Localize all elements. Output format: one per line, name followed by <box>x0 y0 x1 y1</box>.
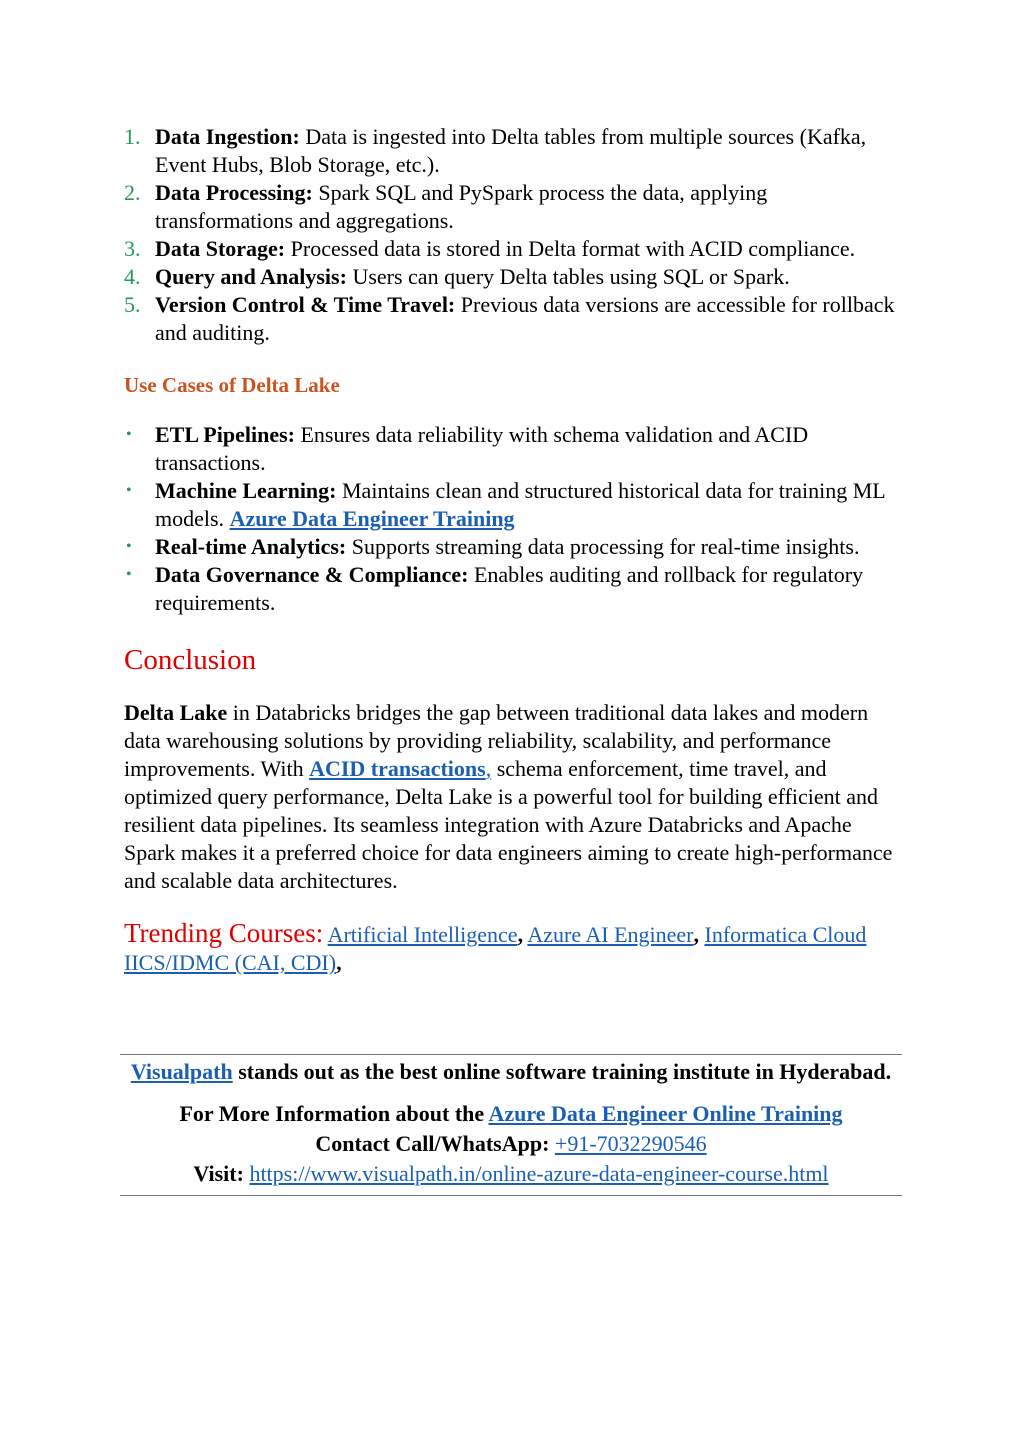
course-link-azure-ai[interactable]: Azure AI Engineer <box>527 922 694 947</box>
list-item <box>124 235 904 263</box>
use-cases-list <box>124 421 904 617</box>
bullet-icon: • <box>126 566 132 583</box>
trending-label: Trending Courses <box>124 918 316 948</box>
visit-label: Visit: <box>193 1161 250 1186</box>
use-case-text: Maintains clean and structured historical data for training ML models. <box>155 478 885 531</box>
institute-statement <box>120 1057 902 1087</box>
list-number: 2. <box>124 180 141 205</box>
website-link[interactable]: https://www.visualpath.in/online-azure-data-engineer-course.html <box>249 1161 829 1186</box>
bullet-icon: • <box>126 538 132 555</box>
step-text: Processed data is stored in Delta format with ACID compliance. <box>285 236 856 261</box>
use-case-label: ETL Pipelines: <box>155 422 295 447</box>
step-label: Data Ingestion: <box>155 124 300 149</box>
course-separator: , <box>693 922 700 947</box>
contact-footer <box>120 1054 902 1196</box>
step-label: Data Processing: <box>155 180 313 205</box>
list-item <box>124 561 904 617</box>
list-item <box>124 123 904 179</box>
document-body <box>124 123 904 977</box>
contact-line <box>120 1129 902 1159</box>
conclusion-lead: Delta Lake <box>124 700 228 725</box>
bullet-icon: • <box>126 482 132 499</box>
conclusion-text-1: in Databricks bridges the gap between traditional data lakes and modern data warehousing solutions by providing reliability, scalability, and performance improvements. With <box>124 700 869 781</box>
workflow-steps-list <box>124 123 904 347</box>
step-text: Users can query Delta tables using SQL or Spark. <box>346 264 790 289</box>
more-info-text: For More Information about the <box>179 1101 489 1126</box>
list-item <box>124 533 904 561</box>
list-item <box>124 263 904 291</box>
list-item <box>124 421 904 477</box>
step-label: Version Control & Time Travel: <box>155 292 456 317</box>
step-text: Data is ingested into Delta tables from multiple sources (Kafka, Event Hubs, Blob Storage, etc.). <box>155 124 867 177</box>
list-item <box>124 291 904 347</box>
list-number: 4. <box>124 264 141 289</box>
conclusion-heading: Conclusion <box>124 644 257 676</box>
azure-training-link[interactable]: Azure Data Engineer Training <box>229 506 515 531</box>
use-cases-heading: Use Cases of Delta Lake <box>124 373 340 397</box>
course-trailing-comma: , <box>336 950 342 975</box>
conclusion-paragraph <box>124 699 904 895</box>
phone-link[interactable]: +91-7032290546 <box>554 1131 707 1156</box>
step-text: Spark SQL and PySpark process the data, applying transformations and aggregations. <box>155 180 768 233</box>
use-case-text: Enables auditing and rollback for regulatory requirements. <box>155 562 864 615</box>
list-item <box>124 179 904 235</box>
use-case-label: Real-time Analytics: <box>155 534 347 559</box>
trending-courses <box>124 919 904 977</box>
acid-transactions-link[interactable]: ACID transactions <box>309 756 486 781</box>
course-link-informatica[interactable]: Informatica Cloud IICS/IDMC (CAI, CDI) <box>124 922 867 975</box>
online-training-link[interactable]: Azure Data Engineer Online Training <box>488 1101 843 1126</box>
step-label: Query and Analysis: <box>155 264 347 289</box>
bullet-icon: • <box>126 426 132 443</box>
list-number: 3. <box>124 236 141 261</box>
step-label: Data Storage: <box>155 236 286 261</box>
list-number: 5. <box>124 292 141 317</box>
institute-text: stands out as the best online software training institute in Hyderabad. <box>232 1059 892 1084</box>
more-info-line <box>120 1099 902 1129</box>
contact-label: Contact Call/WhatsApp: <box>315 1131 555 1156</box>
use-case-label: Machine Learning: <box>155 478 337 503</box>
visit-line <box>120 1159 902 1189</box>
course-link-ai[interactable]: Artificial Intelligence <box>327 922 518 947</box>
use-case-text: Supports streaming data processing for real-time insights. <box>346 534 860 559</box>
use-case-text: Ensures data reliability with schema validation and ACID transactions. <box>155 422 809 475</box>
step-text: Previous data versions are accessible for rollback and auditing. <box>155 292 895 345</box>
list-number: 1. <box>124 124 141 149</box>
acid-link-comma[interactable]: , <box>485 756 492 781</box>
trending-colon: : <box>315 918 324 948</box>
list-item <box>124 477 904 533</box>
visualpath-link[interactable]: Visualpath <box>130 1059 233 1084</box>
course-separator: , <box>517 922 524 947</box>
conclusion-text-2: schema enforcement, time travel, and optimized query performance, Delta Lake is a powerful tool for building efficient and resilient data pipelines. Its seamless integration with Azure Databricks and Apache Spark makes it a preferred choice for data engineers aiming to create high-performance and scalable data architectures. <box>124 756 893 893</box>
use-case-label: Data Governance & Compliance: <box>155 562 469 587</box>
